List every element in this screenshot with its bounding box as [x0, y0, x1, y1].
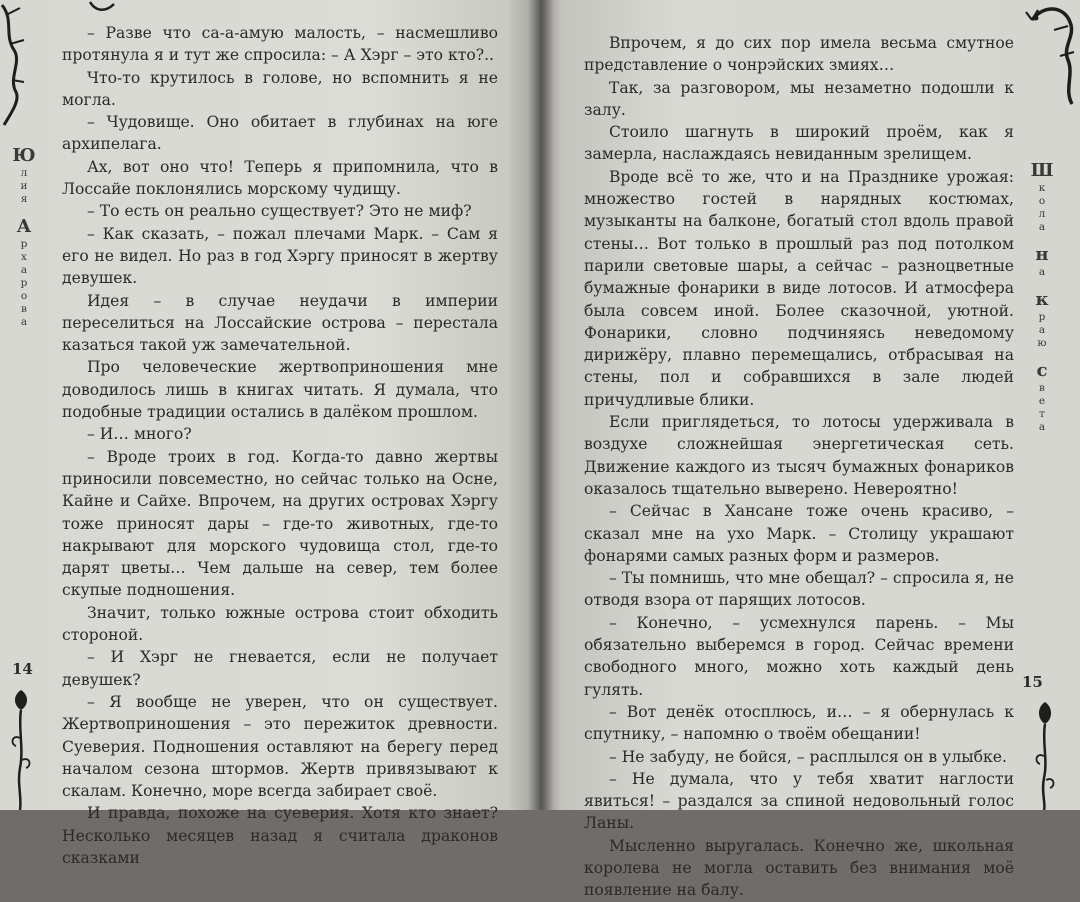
paragraph: Стоило шагнуть в широкий проём, как я замерла, наслаждаясь невиданным зрелищем. [584, 123, 1014, 164]
running-title-letter: в [21, 303, 27, 315]
paragraph: Впрочем, я до сих пор имела весьма смутное представление о чонрэйских змиях… [584, 34, 1014, 75]
page-number: 15 [1022, 673, 1043, 691]
running-title-letter: о [1038, 195, 1046, 207]
lotus-stem-ornament-icon [8, 688, 34, 810]
paragraph: – Как сказать, – пожал плечами Марк. – Сам я его не видел. Но раз в год Хэргу приносят в жертву девушек. [62, 224, 498, 288]
paragraph: Мысленно выругалась. Конечно же, школьная королева не могла оставить без внимания моё появление на балу. [584, 836, 1014, 900]
paragraph: Про человеческие жертвоприношения мне доводилось лишь в книгах читать. Я думала, что подобные традиции остались в далёком прошлом. [62, 358, 498, 422]
paragraph: – Не забуду, не бойся, – расплылся он в улыбке. [608, 747, 1007, 766]
paragraph: – И Хэрг не гневается, если не получает девушек? [62, 648, 498, 689]
paragraph: – И… много? [86, 425, 192, 444]
running-title-letter: к [1038, 182, 1046, 194]
paragraph: – Конечно, – усмехнулся парень. – Мы обязательно выберемся в город. Сейчас времени свободного много, можно хоть каждый день гулять. [584, 613, 1014, 699]
running-title-letter: Ю [12, 145, 36, 166]
running-title-letter: к [1035, 289, 1049, 310]
book-gutter [528, 0, 554, 810]
paragraph: – Сейчас в Хансане тоже очень красиво, – сказал мне на ухо Марк. – Столицу украшают фонарями самых разных форм и размеров. [584, 502, 1014, 565]
paragraph: – Вроде троих в год. Когда-то давно жертвы приносили повсеместно, но сейчас только на Осне, Кайне и Сайхе. Впрочем, на других островах Хэргу тоже приносят дары – где-то животных, где-то накрывают для морского чудовища стол, где-то дарят цветы… Чем дальше на север, тем более скупые подношения. [62, 447, 498, 600]
running-title-letter: а [20, 316, 28, 328]
lotus-stem-ornament-icon [1030, 700, 1060, 810]
running-title-letter: а [1038, 266, 1046, 278]
page-number: 14 [12, 660, 33, 678]
right-page-text [584, 32, 1014, 902]
running-title-letter: а [20, 264, 28, 276]
paragraph: Что-то крутилось в голове, но вспомнить я не могла. [62, 68, 498, 109]
running-title-letter: т [1039, 408, 1045, 420]
running-title-letter: ю [1037, 337, 1047, 349]
paragraph: – Я вообще не уверен, что он существует. Жертвоприношения – это пережиток древности. Суеверия. Подношения оставляют на берегу перед началом сезона штормов. Жертв привязывают к скалам. Конечно, море всегда забирает своё. [62, 692, 498, 801]
dragon-ornament-icon [0, 0, 30, 130]
running-title-letter: н [1035, 244, 1049, 265]
running-title-letter: и [20, 180, 28, 192]
running-title-letter: е [1038, 395, 1046, 407]
dragon-ornament-icon [88, 0, 118, 16]
running-title-letter: а [1038, 221, 1046, 233]
right-page [540, 0, 1080, 900]
running-title-letter: в [1039, 382, 1045, 394]
running-title-letter: А [16, 216, 32, 237]
running-title-letter: а [1038, 324, 1046, 336]
paragraph: – Не думала, что у тебя хватит наглости явиться! – раздался за спиной недовольный голос Ланы. [584, 769, 1014, 833]
paragraph: – Ты помнишь, что мне обещал? – спросила я, не отводя взора от парящих лотосов. [584, 569, 1014, 610]
running-title-letter: а [1038, 421, 1046, 433]
paragraph: – Вот денёк отосплюсь, и… – я обернулась к спутнику, – напомню о твоём обещании! [584, 702, 1014, 744]
paragraph: Если приглядеться, то лотосы удерживала в воздухе сложнейшая энергетическая сеть. Движение каждого из тысяч бумажных фонариков оказалось тщательно выверено. Невероятно! [584, 413, 1014, 498]
running-title-letter: х [21, 251, 27, 263]
paragraph: И правда, похоже на суеверия. Хотя кто знает? Несколько месяцев назад я считала драконов сказками [62, 804, 498, 867]
running-title-letter: с [1036, 360, 1048, 381]
running-title-letter: р [1038, 311, 1046, 323]
dragon-ornament-icon [1024, 0, 1080, 110]
paragraph: – Разве что са-а-амую малость, – насмешливо протянула я и тут же спросила: – А Хэрг – это кто?.. [62, 24, 498, 65]
running-title-letter: я [20, 193, 28, 205]
running-title-letter: л [1038, 208, 1046, 220]
running-title-letter: л [20, 167, 28, 179]
running-title-letter: р [20, 238, 28, 250]
paragraph: Значит, только южные острова стоит обходить стороной. [62, 603, 498, 645]
running-title-letter: о [20, 290, 28, 302]
paragraph: Идея – в случае неудачи в империи переселиться на Лоссайские острова – перестала казаться такой уж замечательной. [62, 291, 498, 355]
paragraph: Так, за разговором, мы незаметно подошли к залу. [584, 78, 1014, 119]
running-title-book [1030, 160, 1054, 434]
running-title-letter: Ш [1030, 160, 1054, 181]
paragraph: Вроде всё то же, что и на Празднике урожая: множество гостей в нарядных костюмах, музыканты на балконе, богатый стол вдоль правой стены… Вот только в прошлый раз под потолком парили световые шары, а сейчас – разноцветные бумажные фонарики в виде лотосов. И атмосфера была совсем иной. Более сказочной, уютной. Фонарики, словно подчиняясь неведомому дирижёру, плавно перемещались, отбрасывая на стены, пол и собравшихся в зале людей причудливые блики. [584, 167, 1014, 409]
paragraph: – То есть он реально существует? Это не миф? [86, 202, 472, 221]
paragraph: Ах, вот оно что! Теперь я припомнила, что в Лоссайе поклонялись морскому чудищу. [62, 157, 498, 199]
running-title-author [14, 145, 34, 329]
paragraph: – Чудовище. Оно обитает в глубинах на юге архипелага. [62, 113, 498, 154]
running-title-letter: р [20, 277, 28, 289]
left-page-text [62, 22, 498, 869]
left-page [0, 0, 540, 867]
